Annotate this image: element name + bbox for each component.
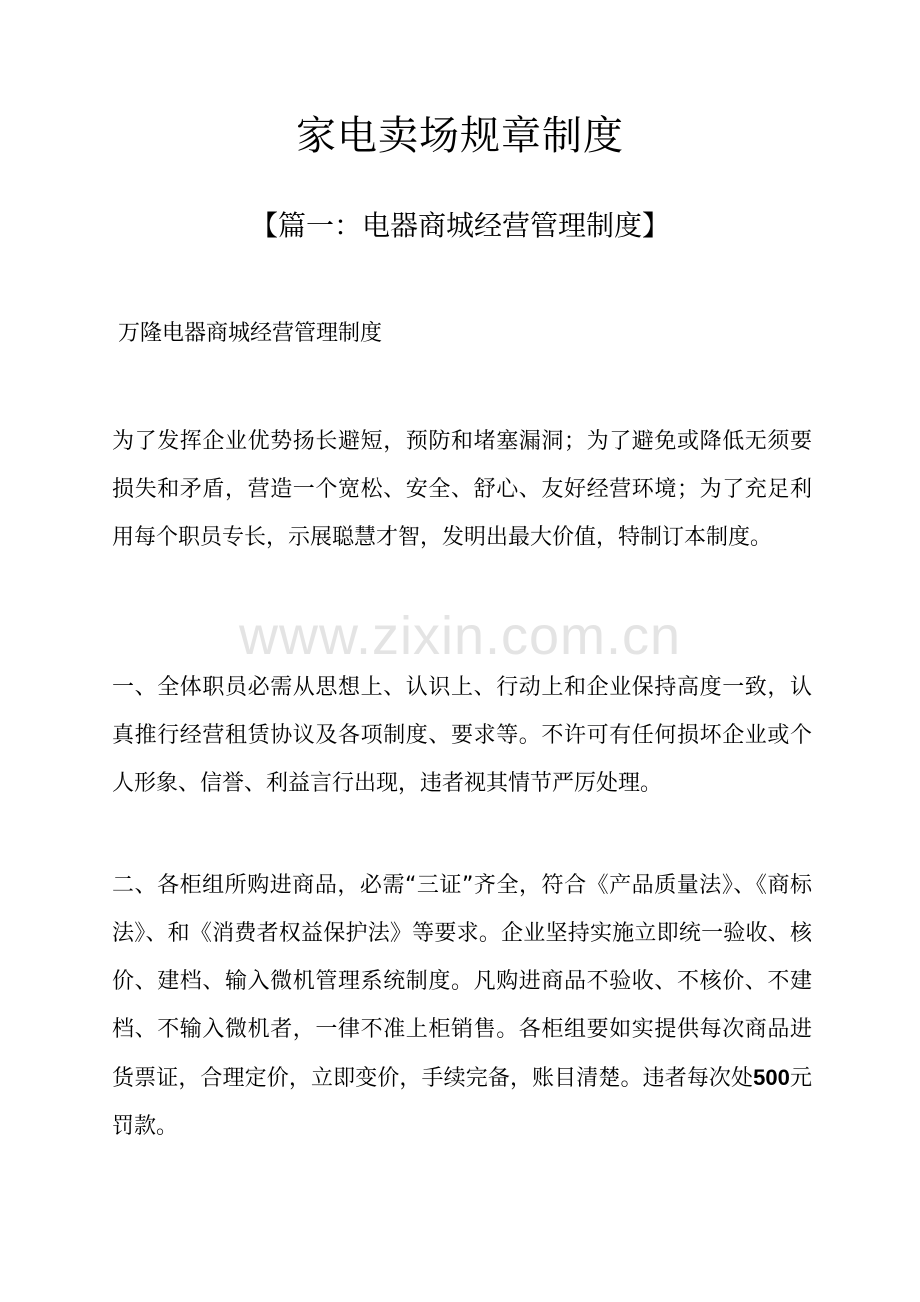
fine-amount: 500: [753, 1065, 790, 1090]
document-subtitle: 【篇一：电器商城经营管理制度】: [249, 209, 670, 242]
section-heading: 万隆电器商城经营管理制度: [118, 321, 383, 346]
paragraph-article-2: [112, 862, 812, 1151]
document-title: 家电卖场规章制度: [296, 113, 624, 159]
paragraph-article-1: 一、全体职员必需从思想上、认识上、行动上和企业保持高度一致，认真推行经营租赁协议及各项制度、要求等。不许可有任何损坏企业或个人形象、信誉、利益言行出现，违者视其情节严厉处理。: [112, 675, 812, 796]
watermark: www.zixin.com.cn: [238, 606, 682, 666]
paragraph-intro: 为了发挥企业优势扬长避短，预防和堵塞漏洞；为了避免或降低无须要损失和矛盾，营造一个宽松、安全、舒心、友好经营环境；为了充足利用每个职员专长，示展聪慧才智，发明出最大价值，特制订本制度。: [112, 429, 812, 550]
paragraph-article-2-text: 二、各柜组所购进商品，必需“三证”齐全，符合《产品质量法》、《商标法》、和《消费者权益保护法》等要求。企业坚持实施立即统一验收、核价、建档、输入微机管理系统制度。凡购进商品不验收、不核价、不建档、不输入微机者，一律不准上柜销售。各柜组要如实提供每次商品进货票证，合理定价，立即变价，手续完备，账目清楚。违者每次处: [112, 873, 812, 1091]
paragraph-article-2-tail: 元罚款。: [112, 1066, 812, 1139]
